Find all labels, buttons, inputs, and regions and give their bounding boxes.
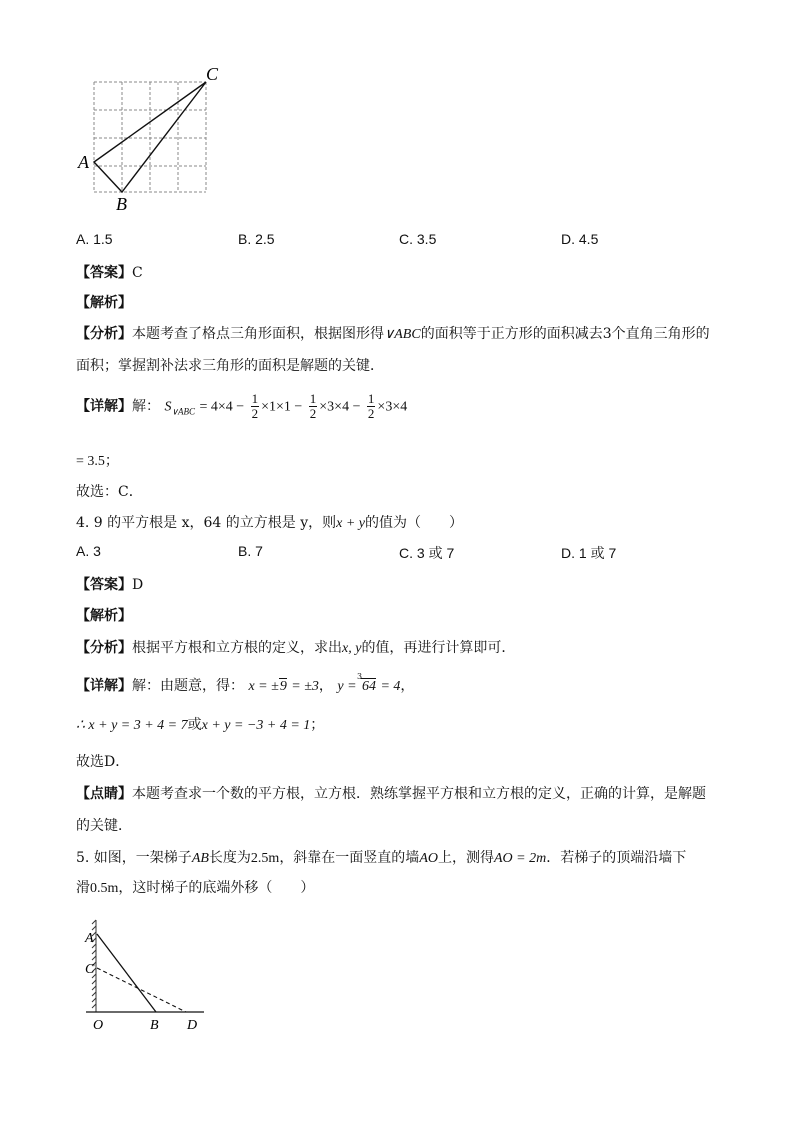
q3-answer (76, 262, 143, 282)
ladder-ab (97, 934, 156, 1012)
fenxi-end: 的值，再进行计算即可． (361, 640, 516, 656)
fraction-half-1: $\frac{1}{2}$ (251, 391, 259, 421)
q4-option-d: D. 1 或 7 (561, 545, 617, 561)
label-a: A (78, 152, 89, 172)
xiangjie-prefix: 解： (132, 398, 160, 415)
y-result: = 4 (380, 679, 401, 694)
q4-stem (76, 512, 463, 532)
dianjing-text: 本题考查求一个数的平方根，立方根．熟练掌握平方根和立方根的定义，正确的计算，是解题 (132, 786, 706, 802)
q3-guxuan: 故选：C． (76, 484, 143, 500)
q3-xiangjie-formula (76, 392, 407, 421)
q5-text-g: ，这时梯子的底端外移（ ） (118, 880, 315, 896)
q4-stem-end: 的值为（ ） (365, 515, 464, 531)
formula-sub: ∨ABC (171, 406, 196, 417)
formula-s: S (164, 399, 172, 415)
q5-length: 2.5m (250, 851, 280, 866)
q5-ao: AO (419, 851, 438, 866)
q5-eq: AO = 2m (493, 851, 547, 866)
formula-part-4: ×3×4 (377, 399, 408, 415)
ladder-figure (80, 918, 220, 1033)
q4-xiangjie (76, 672, 415, 695)
label-d: D (187, 1018, 198, 1033)
q4-answer (76, 574, 143, 594)
fenxi-text: 根据平方根和立方根的定义，求出 (132, 640, 342, 656)
q3-fenxi-line2: 面积；掌握割补法求三角形的面积是解题的关键． (76, 358, 384, 374)
q5-text-e: ．若梯子的顶端沿墙下 (546, 850, 687, 866)
triangle-name: ∨ABC (384, 327, 421, 342)
q3-jiexi: 【解析】 (76, 295, 132, 311)
q4-therefore (76, 714, 324, 734)
q5-text-d: 上，测得 (437, 850, 494, 866)
cbrt-index: 3 (356, 672, 363, 681)
semicolon: ； (310, 717, 325, 733)
q5-slide: 0.5m (90, 881, 119, 896)
q5-ab: AB (191, 851, 209, 866)
answer-tag: 【答案】 (76, 265, 132, 281)
q4-option-b: B. 7 (238, 543, 263, 559)
q4-dianjing-line2: 的关键． (76, 818, 132, 834)
q4-stem-text: 4. 9 的平方根是 x，64 的立方根是 y，则 (76, 515, 337, 531)
ladder-cd (97, 968, 186, 1012)
answer-tag: 【答案】 (76, 577, 132, 593)
q4-jiexi: 【解析】 (76, 608, 132, 624)
q5-text-c: ，斜靠在一面竖直的墙 (279, 850, 420, 866)
q4-fenxi (76, 637, 515, 657)
q5-text-a: 5. 如图，一架梯子 (76, 850, 192, 866)
x-result: = ±3 (291, 679, 319, 694)
dianjing-tag: 【点睛】 (76, 786, 132, 802)
q3-option-c: C. 3.5 (399, 231, 437, 247)
label-o: O (93, 1018, 104, 1033)
q5-line1 (76, 847, 686, 867)
y-expr: y = (337, 679, 357, 694)
comma: ， (318, 678, 333, 694)
fenxi-vars: x, y (342, 641, 362, 656)
end-comma: ， (400, 678, 415, 694)
q4-option-c: C. 3 或 7 (399, 545, 455, 561)
fenxi-tag: 【分析】 (76, 640, 132, 656)
q5-text-b: 长度为 (208, 850, 251, 866)
case-1: ∴ x + y = 3 + 4 = 7 (76, 718, 188, 733)
answer-value: D (132, 577, 144, 593)
fenxi-text: 本题考查了格点三角形面积，根据图形得 (132, 326, 384, 342)
q4-stem-expr: x + y (336, 516, 366, 531)
sqrt-radicand: 9 (279, 679, 287, 694)
formula-part-3: ×3×4 − (319, 399, 361, 415)
q3-result: = 3.5； (76, 454, 119, 469)
label-c: C (206, 64, 219, 84)
q3-option-b: B. 2.5 (238, 231, 275, 247)
q5-text-f: 滑 (76, 880, 90, 896)
cbrt-radicand: 64 (361, 679, 376, 694)
q3-fenxi-line1 (76, 323, 710, 343)
formula-part-1: = 4×4 − (199, 399, 245, 415)
xiangjie-tag: 【详解】 (76, 678, 132, 694)
q5-line2 (76, 877, 314, 897)
answer-value: C (132, 265, 143, 281)
xiangjie-text: 解：由题意，得： (132, 678, 244, 694)
q4-guxuan: 故选D． (76, 754, 130, 770)
label-a: A (85, 931, 94, 946)
xiangjie-tag: 【详解】 (76, 398, 132, 415)
or-word: 或 (187, 717, 202, 733)
x-expr: x = ± (248, 679, 279, 694)
label-c: C (85, 962, 95, 977)
label-b: B (116, 194, 127, 214)
label-b: B (150, 1018, 159, 1033)
q4-dianjing-line1 (76, 783, 706, 803)
case-2: x + y = −3 + 4 = 1 (201, 718, 311, 733)
fenxi-tag: 【分析】 (76, 326, 132, 342)
q3-option-d: D. 4.5 (561, 231, 599, 247)
fraction-half-3: $\frac{1}{2}$ (367, 391, 375, 421)
fenxi-text-2: 的面积等于正方形的面积减去3个直角三角形的 (420, 326, 710, 342)
q4-option-a: A. 3 (76, 543, 101, 559)
formula-part-2: ×1×1 − (261, 399, 303, 415)
grid-triangle-figure (70, 62, 230, 217)
fraction-half-2: $\frac{1}{2}$ (309, 391, 317, 421)
q3-option-a: A. 1.5 (76, 231, 113, 247)
